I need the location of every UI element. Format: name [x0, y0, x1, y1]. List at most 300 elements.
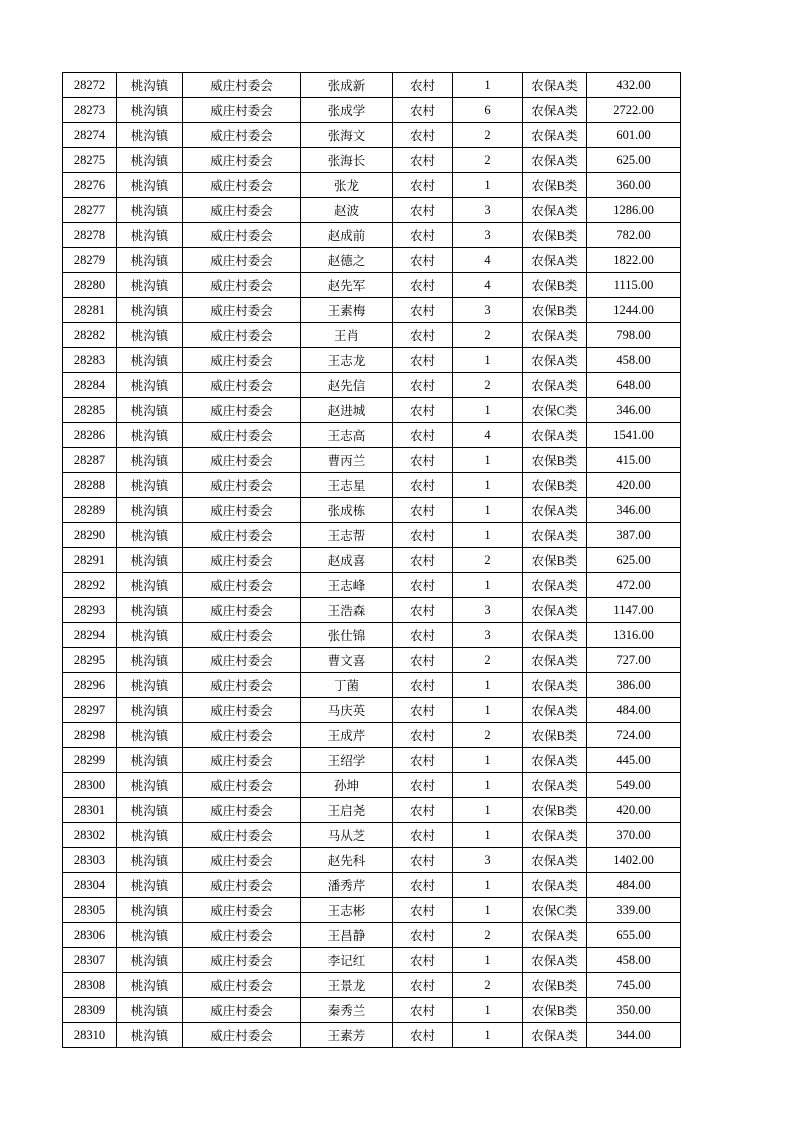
cell-insurance-category: 农保A类 — [523, 948, 587, 973]
cell-amount: 2722.00 — [587, 98, 681, 123]
cell-insurance-category: 农保A类 — [523, 673, 587, 698]
cell-town: 桃沟镇 — [117, 523, 183, 548]
cell-village-committee: 威庄村委会 — [183, 223, 301, 248]
cell-amount: 360.00 — [587, 173, 681, 198]
cell-record-id: 28280 — [63, 273, 117, 298]
cell-record-id: 28292 — [63, 573, 117, 598]
cell-person-name: 张海长 — [301, 148, 393, 173]
cell-town: 桃沟镇 — [117, 973, 183, 998]
cell-village-committee: 威庄村委会 — [183, 373, 301, 398]
cell-town: 桃沟镇 — [117, 498, 183, 523]
cell-record-id: 28273 — [63, 98, 117, 123]
cell-residence-type: 农村 — [393, 698, 453, 723]
cell-person-name: 王成芹 — [301, 723, 393, 748]
table-row — [63, 748, 681, 773]
table-row — [63, 373, 681, 398]
cell-person-name: 李记红 — [301, 948, 393, 973]
cell-record-id: 28289 — [63, 498, 117, 523]
cell-village-committee: 威庄村委会 — [183, 123, 301, 148]
cell-person-count: 3 — [453, 848, 523, 873]
cell-person-name: 王志帮 — [301, 523, 393, 548]
cell-amount: 339.00 — [587, 898, 681, 923]
cell-insurance-category: 农保A类 — [523, 73, 587, 98]
cell-village-committee: 威庄村委会 — [183, 348, 301, 373]
cell-insurance-category: 农保B类 — [523, 298, 587, 323]
cell-amount: 420.00 — [587, 473, 681, 498]
cell-town: 桃沟镇 — [117, 673, 183, 698]
table-row — [63, 873, 681, 898]
cell-record-id: 28278 — [63, 223, 117, 248]
cell-person-count: 2 — [453, 323, 523, 348]
cell-residence-type: 农村 — [393, 723, 453, 748]
cell-person-count: 4 — [453, 248, 523, 273]
cell-insurance-category: 农保A类 — [523, 373, 587, 398]
cell-town: 桃沟镇 — [117, 398, 183, 423]
table-row — [63, 248, 681, 273]
cell-insurance-category: 农保A类 — [523, 598, 587, 623]
cell-village-committee: 威庄村委会 — [183, 473, 301, 498]
cell-village-committee: 威庄村委会 — [183, 148, 301, 173]
table-row — [63, 998, 681, 1023]
cell-amount: 798.00 — [587, 323, 681, 348]
cell-residence-type: 农村 — [393, 273, 453, 298]
cell-residence-type: 农村 — [393, 973, 453, 998]
cell-residence-type: 农村 — [393, 998, 453, 1023]
cell-person-count: 1 — [453, 698, 523, 723]
cell-record-id: 28286 — [63, 423, 117, 448]
cell-residence-type: 农村 — [393, 673, 453, 698]
cell-town: 桃沟镇 — [117, 598, 183, 623]
cell-amount: 387.00 — [587, 523, 681, 548]
cell-residence-type: 农村 — [393, 298, 453, 323]
cell-village-committee: 威庄村委会 — [183, 398, 301, 423]
cell-insurance-category: 农保B类 — [523, 998, 587, 1023]
cell-person-name: 王志彬 — [301, 898, 393, 923]
cell-village-committee: 威庄村委会 — [183, 548, 301, 573]
cell-residence-type: 农村 — [393, 748, 453, 773]
cell-record-id: 28291 — [63, 548, 117, 573]
cell-residence-type: 农村 — [393, 848, 453, 873]
cell-record-id: 28303 — [63, 848, 117, 873]
cell-village-committee: 威庄村委会 — [183, 73, 301, 98]
table-row — [63, 123, 681, 148]
cell-residence-type: 农村 — [393, 948, 453, 973]
cell-insurance-category: 农保A类 — [523, 623, 587, 648]
cell-record-id: 28281 — [63, 298, 117, 323]
cell-person-count: 2 — [453, 973, 523, 998]
cell-person-name: 赵波 — [301, 198, 393, 223]
cell-record-id: 28310 — [63, 1023, 117, 1048]
cell-person-count: 1 — [453, 173, 523, 198]
cell-village-committee: 威庄村委会 — [183, 523, 301, 548]
cell-person-name: 王浩森 — [301, 598, 393, 623]
cell-person-count: 2 — [453, 648, 523, 673]
cell-insurance-category: 农保B类 — [523, 973, 587, 998]
cell-person-count: 1 — [453, 573, 523, 598]
cell-person-count: 2 — [453, 123, 523, 148]
cell-town: 桃沟镇 — [117, 548, 183, 573]
cell-amount: 549.00 — [587, 773, 681, 798]
cell-person-count: 3 — [453, 298, 523, 323]
cell-record-id: 28272 — [63, 73, 117, 98]
table-row — [63, 698, 681, 723]
cell-person-name: 孙坤 — [301, 773, 393, 798]
cell-person-name: 王绍学 — [301, 748, 393, 773]
cell-person-name: 赵先军 — [301, 273, 393, 298]
table-row — [63, 148, 681, 173]
cell-town: 桃沟镇 — [117, 1023, 183, 1048]
table-row — [63, 623, 681, 648]
table-row — [63, 448, 681, 473]
cell-village-committee: 威庄村委会 — [183, 673, 301, 698]
cell-amount: 1541.00 — [587, 423, 681, 448]
cell-village-committee: 威庄村委会 — [183, 723, 301, 748]
cell-town: 桃沟镇 — [117, 423, 183, 448]
cell-person-count: 1 — [453, 998, 523, 1023]
table-row — [63, 223, 681, 248]
cell-amount: 386.00 — [587, 673, 681, 698]
cell-insurance-category: 农保B类 — [523, 223, 587, 248]
cell-residence-type: 农村 — [393, 373, 453, 398]
cell-town: 桃沟镇 — [117, 923, 183, 948]
cell-village-committee: 威庄村委会 — [183, 98, 301, 123]
cell-person-count: 1 — [453, 673, 523, 698]
cell-record-id: 28274 — [63, 123, 117, 148]
cell-person-count: 2 — [453, 548, 523, 573]
cell-person-name: 赵德之 — [301, 248, 393, 273]
cell-amount: 484.00 — [587, 698, 681, 723]
cell-amount: 346.00 — [587, 398, 681, 423]
cell-amount: 1286.00 — [587, 198, 681, 223]
table-row — [63, 898, 681, 923]
cell-person-count: 3 — [453, 598, 523, 623]
cell-record-id: 28282 — [63, 323, 117, 348]
cell-residence-type: 农村 — [393, 598, 453, 623]
cell-residence-type: 农村 — [393, 423, 453, 448]
table-row — [63, 673, 681, 698]
cell-amount: 458.00 — [587, 348, 681, 373]
cell-residence-type: 农村 — [393, 198, 453, 223]
cell-person-name: 王启尧 — [301, 798, 393, 823]
cell-record-id: 28302 — [63, 823, 117, 848]
cell-insurance-category: 农保A类 — [523, 848, 587, 873]
cell-person-name: 王志峰 — [301, 573, 393, 598]
cell-amount: 724.00 — [587, 723, 681, 748]
cell-residence-type: 农村 — [393, 73, 453, 98]
cell-insurance-category: 农保B类 — [523, 473, 587, 498]
cell-record-id: 28294 — [63, 623, 117, 648]
cell-record-id: 28283 — [63, 348, 117, 373]
cell-town: 桃沟镇 — [117, 123, 183, 148]
cell-amount: 625.00 — [587, 548, 681, 573]
cell-person-name: 丁菌 — [301, 673, 393, 698]
cell-person-name: 王志星 — [301, 473, 393, 498]
cell-amount: 1115.00 — [587, 273, 681, 298]
benefits-table — [62, 72, 681, 1048]
cell-person-name: 张成栋 — [301, 498, 393, 523]
cell-insurance-category: 农保A类 — [523, 823, 587, 848]
cell-amount: 350.00 — [587, 998, 681, 1023]
cell-village-committee: 威庄村委会 — [183, 198, 301, 223]
cell-person-name: 马庆英 — [301, 698, 393, 723]
cell-record-id: 28307 — [63, 948, 117, 973]
table-row — [63, 798, 681, 823]
cell-village-committee: 威庄村委会 — [183, 873, 301, 898]
cell-person-name: 张海文 — [301, 123, 393, 148]
cell-insurance-category: 农保B类 — [523, 798, 587, 823]
cell-person-name: 赵成前 — [301, 223, 393, 248]
cell-person-name: 张龙 — [301, 173, 393, 198]
cell-town: 桃沟镇 — [117, 748, 183, 773]
cell-record-id: 28305 — [63, 898, 117, 923]
cell-insurance-category: 农保B类 — [523, 548, 587, 573]
cell-insurance-category: 农保A类 — [523, 498, 587, 523]
cell-village-committee: 威庄村委会 — [183, 298, 301, 323]
table-row — [63, 398, 681, 423]
cell-town: 桃沟镇 — [117, 823, 183, 848]
cell-person-count: 4 — [453, 273, 523, 298]
document-sheet — [62, 72, 681, 1048]
cell-person-count: 1 — [453, 823, 523, 848]
cell-amount: 1402.00 — [587, 848, 681, 873]
cell-residence-type: 农村 — [393, 898, 453, 923]
cell-person-name: 曹丙兰 — [301, 448, 393, 473]
cell-amount: 625.00 — [587, 148, 681, 173]
cell-insurance-category: 农保B类 — [523, 173, 587, 198]
cell-insurance-category: 农保A类 — [523, 98, 587, 123]
table-row — [63, 923, 681, 948]
cell-village-committee: 威庄村委会 — [183, 573, 301, 598]
cell-insurance-category: 农保A类 — [523, 648, 587, 673]
cell-record-id: 28275 — [63, 148, 117, 173]
cell-village-committee: 威庄村委会 — [183, 448, 301, 473]
cell-insurance-category: 农保A类 — [523, 1023, 587, 1048]
cell-person-count: 3 — [453, 623, 523, 648]
cell-record-id: 28308 — [63, 973, 117, 998]
cell-record-id: 28288 — [63, 473, 117, 498]
cell-residence-type: 农村 — [393, 348, 453, 373]
table-row — [63, 98, 681, 123]
cell-town: 桃沟镇 — [117, 698, 183, 723]
cell-town: 桃沟镇 — [117, 223, 183, 248]
cell-insurance-category: 农保A类 — [523, 148, 587, 173]
table-row — [63, 723, 681, 748]
cell-amount: 420.00 — [587, 798, 681, 823]
cell-record-id: 28297 — [63, 698, 117, 723]
cell-insurance-category: 农保B类 — [523, 273, 587, 298]
table-body — [63, 73, 681, 1048]
table-row — [63, 323, 681, 348]
cell-amount: 782.00 — [587, 223, 681, 248]
cell-village-committee: 威庄村委会 — [183, 498, 301, 523]
cell-person-count: 2 — [453, 723, 523, 748]
cell-person-name: 王素梅 — [301, 298, 393, 323]
cell-amount: 344.00 — [587, 1023, 681, 1048]
cell-village-committee: 威庄村委会 — [183, 698, 301, 723]
cell-record-id: 28301 — [63, 798, 117, 823]
cell-residence-type: 农村 — [393, 623, 453, 648]
cell-amount: 1244.00 — [587, 298, 681, 323]
cell-town: 桃沟镇 — [117, 848, 183, 873]
cell-town: 桃沟镇 — [117, 248, 183, 273]
cell-town: 桃沟镇 — [117, 73, 183, 98]
cell-village-committee: 威庄村委会 — [183, 748, 301, 773]
cell-residence-type: 农村 — [393, 823, 453, 848]
cell-person-count: 2 — [453, 148, 523, 173]
cell-amount: 432.00 — [587, 73, 681, 98]
cell-residence-type: 农村 — [393, 173, 453, 198]
cell-village-committee: 威庄村委会 — [183, 423, 301, 448]
cell-person-name: 王志高 — [301, 423, 393, 448]
cell-person-name: 张成新 — [301, 73, 393, 98]
cell-person-name: 王景龙 — [301, 973, 393, 998]
cell-person-count: 1 — [453, 748, 523, 773]
table-row — [63, 423, 681, 448]
cell-record-id: 28306 — [63, 923, 117, 948]
cell-record-id: 28285 — [63, 398, 117, 423]
cell-insurance-category: 农保C类 — [523, 898, 587, 923]
cell-person-name: 马从芝 — [301, 823, 393, 848]
cell-person-name: 赵先科 — [301, 848, 393, 873]
cell-person-count: 3 — [453, 223, 523, 248]
cell-insurance-category: 农保A类 — [523, 323, 587, 348]
cell-person-name: 赵成喜 — [301, 548, 393, 573]
cell-person-name: 张成学 — [301, 98, 393, 123]
cell-town: 桃沟镇 — [117, 448, 183, 473]
cell-village-committee: 威庄村委会 — [183, 898, 301, 923]
cell-village-committee: 威庄村委会 — [183, 248, 301, 273]
table-row — [63, 823, 681, 848]
cell-person-count: 1 — [453, 498, 523, 523]
cell-person-name: 潘秀芹 — [301, 873, 393, 898]
cell-town: 桃沟镇 — [117, 948, 183, 973]
cell-insurance-category: 农保A类 — [523, 698, 587, 723]
cell-town: 桃沟镇 — [117, 898, 183, 923]
cell-village-committee: 威庄村委会 — [183, 648, 301, 673]
cell-insurance-category: 农保A类 — [523, 348, 587, 373]
cell-record-id: 28277 — [63, 198, 117, 223]
cell-residence-type: 农村 — [393, 98, 453, 123]
cell-town: 桃沟镇 — [117, 148, 183, 173]
table-row — [63, 173, 681, 198]
cell-town: 桃沟镇 — [117, 373, 183, 398]
cell-person-count: 3 — [453, 198, 523, 223]
cell-insurance-category: 农保C类 — [523, 398, 587, 423]
cell-village-committee: 威庄村委会 — [183, 323, 301, 348]
cell-record-id: 28293 — [63, 598, 117, 623]
cell-town: 桃沟镇 — [117, 723, 183, 748]
cell-village-committee: 威庄村委会 — [183, 948, 301, 973]
cell-record-id: 28279 — [63, 248, 117, 273]
cell-village-committee: 威庄村委会 — [183, 923, 301, 948]
cell-village-committee: 威庄村委会 — [183, 273, 301, 298]
cell-person-count: 1 — [453, 448, 523, 473]
cell-village-committee: 威庄村委会 — [183, 973, 301, 998]
table-row — [63, 348, 681, 373]
cell-insurance-category: 农保A类 — [523, 873, 587, 898]
cell-residence-type: 农村 — [393, 873, 453, 898]
cell-person-name: 王肖 — [301, 323, 393, 348]
cell-residence-type: 农村 — [393, 323, 453, 348]
cell-town: 桃沟镇 — [117, 323, 183, 348]
table-row — [63, 1023, 681, 1048]
table-row — [63, 498, 681, 523]
cell-village-committee: 威庄村委会 — [183, 1023, 301, 1048]
table-row — [63, 648, 681, 673]
cell-town: 桃沟镇 — [117, 173, 183, 198]
cell-person-count: 1 — [453, 873, 523, 898]
cell-record-id: 28290 — [63, 523, 117, 548]
cell-town: 桃沟镇 — [117, 648, 183, 673]
cell-person-name: 王昌静 — [301, 923, 393, 948]
cell-residence-type: 农村 — [393, 248, 453, 273]
cell-amount: 1147.00 — [587, 598, 681, 623]
cell-town: 桃沟镇 — [117, 798, 183, 823]
cell-person-count: 1 — [453, 1023, 523, 1048]
cell-person-count: 1 — [453, 523, 523, 548]
cell-person-name: 赵进城 — [301, 398, 393, 423]
cell-amount: 458.00 — [587, 948, 681, 973]
cell-person-name: 曹文喜 — [301, 648, 393, 673]
cell-insurance-category: 农保B类 — [523, 723, 587, 748]
cell-residence-type: 农村 — [393, 523, 453, 548]
cell-residence-type: 农村 — [393, 548, 453, 573]
cell-residence-type: 农村 — [393, 573, 453, 598]
cell-amount: 370.00 — [587, 823, 681, 848]
cell-insurance-category: 农保A类 — [523, 248, 587, 273]
cell-person-name: 张仕锦 — [301, 623, 393, 648]
cell-residence-type: 农村 — [393, 473, 453, 498]
cell-amount: 745.00 — [587, 973, 681, 998]
cell-amount: 655.00 — [587, 923, 681, 948]
cell-village-committee: 威庄村委会 — [183, 823, 301, 848]
cell-amount: 346.00 — [587, 498, 681, 523]
table-row — [63, 73, 681, 98]
cell-amount: 1822.00 — [587, 248, 681, 273]
cell-person-count: 1 — [453, 398, 523, 423]
cell-record-id: 28296 — [63, 673, 117, 698]
cell-village-committee: 威庄村委会 — [183, 598, 301, 623]
cell-residence-type: 农村 — [393, 798, 453, 823]
cell-town: 桃沟镇 — [117, 623, 183, 648]
table-row — [63, 473, 681, 498]
cell-record-id: 28298 — [63, 723, 117, 748]
cell-record-id: 28287 — [63, 448, 117, 473]
cell-person-name: 王素芳 — [301, 1023, 393, 1048]
cell-insurance-category: 农保A类 — [523, 923, 587, 948]
cell-residence-type: 农村 — [393, 148, 453, 173]
cell-person-count: 1 — [453, 473, 523, 498]
table-row — [63, 523, 681, 548]
cell-town: 桃沟镇 — [117, 873, 183, 898]
cell-record-id: 28295 — [63, 648, 117, 673]
cell-insurance-category: 农保A类 — [523, 523, 587, 548]
cell-residence-type: 农村 — [393, 123, 453, 148]
table-row — [63, 848, 681, 873]
cell-record-id: 28300 — [63, 773, 117, 798]
cell-town: 桃沟镇 — [117, 573, 183, 598]
cell-town: 桃沟镇 — [117, 773, 183, 798]
cell-village-committee: 威庄村委会 — [183, 848, 301, 873]
table-row — [63, 548, 681, 573]
cell-amount: 445.00 — [587, 748, 681, 773]
cell-record-id: 28304 — [63, 873, 117, 898]
cell-person-count: 1 — [453, 948, 523, 973]
cell-insurance-category: 农保A类 — [523, 123, 587, 148]
cell-town: 桃沟镇 — [117, 298, 183, 323]
table-row — [63, 973, 681, 998]
cell-person-name: 秦秀兰 — [301, 998, 393, 1023]
